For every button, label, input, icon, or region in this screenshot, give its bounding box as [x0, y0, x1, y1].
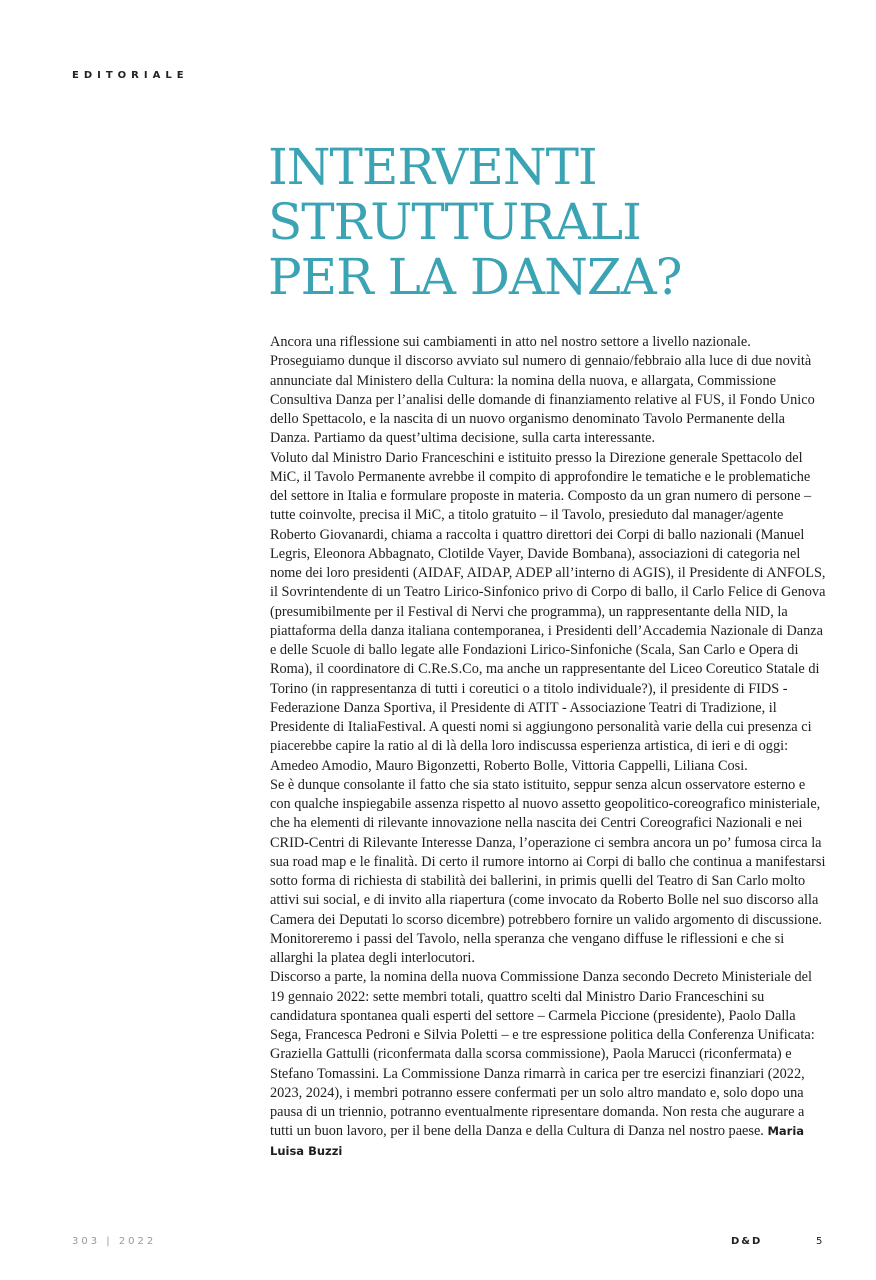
issue-number: 303 | 2022: [72, 1236, 157, 1247]
paragraph-last: [270, 968, 828, 1161]
section-label: EDITORIALE: [72, 70, 189, 81]
magazine-brand: D&D: [731, 1236, 763, 1247]
paragraph: Ancora una riflessione sui cambiamenti in atto nel nostro settore a livello nazionale. Proseguiamo dunque il discorso avviato sul numero di gennaio/febbraio alla luce di due novità annunciate dal Ministero della Cultura: la nomina della nuova, e allargata, Commissione Consultiva Danza per l’analisi delle domande di finanziamento relative al FUS, il Fondo Unico dello Spettacolo, e la nascita di un nuovo organismo denominato Tavolo Permanente della Danza. Partiamo da quest’ultima decisione, sulla carta interessante.: [270, 334, 815, 447]
author-signature: Maria Luisa Buzzi: [270, 1124, 805, 1158]
paragraph: Voluto dal Ministro Dario Franceschini e istituito presso la Direzione generale Spettacolo del MiC, il Tavolo Permanente avrebbe il compito di approfondire le tematiche e le problematiche del settore in Italia e formulare proposte in materia. Composto da un gran numero di persone – tutte coinvolte, precisa il MiC, a titolo gratuito – il Tavolo, presieduto dal manager/agente Roberto Giovanardi, chiama a raccolta i quattro direttori dei Corpi di ballo nazionali (Manuel Legris, Eleonora Abbagnato, Clotilde Vayer, Davide Bombana), associazioni di categoria nel nome dei loro presidenti (AIDAF, AIDAP, ADEP all’interno di AGIS), il Presidente di ANFOLS, il Sovrintendente di un Teatro Lirico-Sinfonico privo di Corpo di ballo, il Carlo Felice di Genova (presumibilmente per il Festival di Nervi che programma), un rappresentante della NID, la piattaforma della danza italiana contemporanea, i Presidenti dell’Accademia Nazionale di Danza e delle Scuole di ballo legate alle Fondazioni Lirico-Sinfoniche (Scala, San Carlo e Opera di Roma), il coordinatore di C.Re.S.Co, ma anche un rappresentante del Liceo Coreutico Statale di Torino (in rappresentanza di tutti i coreutici o a titolo individuale?), il presidente di FIDS - Federazione Danza Sportiva, il Presidente di ATIT - Associazione Teatri di Tradizione, il Presidente di ItaliaFestival. A questi nomi si aggiungono personalità varie della cui presenza ci piacerebbe capire la ratio al di là della loro indiscussa esperienza artistica, di ieri e di oggi: Amedeo Amodio, Mauro Bigonzetti, Roberto Bolle, Vittoria Cappelli, Liliana Cosi.: [270, 449, 826, 774]
title-line: STRUTTURALI: [268, 193, 641, 251]
article-title: [268, 140, 828, 305]
paragraph-text: Discorso a parte, la nomina della nuova Commissione Danza secondo Decreto Ministeriale del 19 gennaio 2022: sette membri totali, quattro scelti dal Ministro Dario Franceschini su candidatura spontanea quali esperti del settore – Carmela Piccione (presidente), Paolo Dalla Sega, Francesca Pedroni e Silvia Poletti – e tre espressione politica della Conferenza Unificata: Graziella Gattulli (riconfermata dalla scorsa commissione), Paola Marucci (riconfermata) e Stefano Tomassini. La Commissione Danza rimarrà in carica per tre esercizi finanziari (2022, 2023, 2024), i membri potranno essere confermati per un solo altro mandato e, solo dopo una pausa di un triennio, potranno eventualmente ripresentare domanda. Non resta che augurare a tutti un buon lavoro, per il bene della Danza e della Cultura di Danza nel nostro paese.: [270, 969, 815, 1140]
title-line: INTERVENTI: [268, 138, 597, 196]
page-number: 5: [816, 1236, 823, 1247]
article-body: [270, 333, 828, 1161]
title-line: PER LA DANZA?: [268, 248, 682, 306]
paragraph: Se è dunque consolante il fatto che sia stato istituito, seppur senza alcun osservatore esterno e con qualche inspiegabile assenza rispetto al nuovo assetto geopolitico-coreografico ministeriale, che ha elementi di rilevante innovazione nella nascita dei Centri Coreografici Nazionali e nei CRID-Centri di Rilevante Interesse Danza, l’operazione ci sembra ancora un po’ fumosa circa la sua road map e le finalità. Di certo il rumore intorno ai Corpi di ballo che continua a manifestarsi sotto forma di richiesta di stabilità dei ballerini, in primis quelli del Teatro di San Carlo molto attivi sui social, e di invito alla riapertura (come invocato da Roberto Bolle nel suo discorso alla Camera dei Deputati lo scorso dicembre) potrebbero fornire un valido argomento di discussione. Monitoreremo i passi del Tavolo, nella speranza che vengano diffuse le riflessioni e che si allarghi la platea degli interlocutori.: [270, 776, 826, 966]
